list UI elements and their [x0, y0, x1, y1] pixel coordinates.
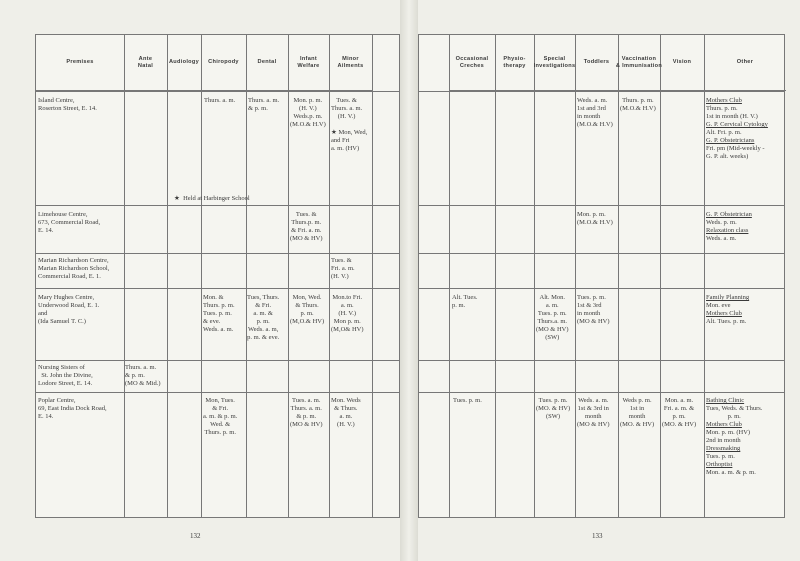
header-dental: Dental	[246, 35, 288, 91]
page-number-right: 133	[592, 532, 603, 540]
poplar-chiropody: Mon, Tues. & Fri. a. m. & p. m. Wed. & Thurs. p. m.	[203, 397, 238, 437]
island-other-6: Fri. pm (Mid-weekly - G. P. alt. weeks)	[706, 145, 765, 161]
limehouse-other-2: Weds. p. m.	[706, 219, 737, 226]
poplar-premises: Poplar Centre, 69, East India Dock Road, E. 14.	[38, 397, 107, 421]
island-dental: Thurs. a. m. & p. m.	[248, 97, 280, 113]
poplar-other-4: Mon. p. m. (HV) 2nd in month	[706, 429, 751, 445]
poplar-other-7: Orthoptist	[706, 461, 733, 468]
poplar-other-2: Tues, Weds. & Thurs. p. m.	[706, 405, 763, 421]
header-audiology: Audiology	[167, 35, 201, 91]
mary-infant-welfare: Mon, Wed. & Thurs. p. m. (M,O.& HV)	[290, 294, 325, 326]
poplar-minor-ailments: Mon. Weds & Thurs. a. m. (H. V.)	[331, 397, 361, 429]
island-minor-star: ★ Mon, Wed, and Fri a. m. (HV)	[331, 129, 368, 153]
island-held-note: ★ Held at Harbinger School	[174, 195, 250, 202]
limehouse-other-3: Relaxation class	[706, 227, 749, 234]
limehouse-other-1: G. P. Obstetrician	[706, 211, 752, 218]
island-toddlers: Weds. a. m. 1st and 3rd in month (M.O.& H.V)	[577, 97, 613, 129]
island-vaccination: Thurs. p. m. (M.O.& H.V)	[620, 97, 656, 113]
island-infant-welfare: Mon. p. m. (H. V.) Weds.p. m. (M.O.& H.V)	[290, 97, 326, 129]
island-other-2: Thurs. p. m. 1st in month (H. V.)	[706, 105, 758, 121]
poplar-vision: Mon. a. m. Fri. a. m. & p. m. (MO. & HV)	[662, 397, 697, 429]
header-minor-ailments: Minor Ailments	[329, 35, 372, 91]
header-infant-welfare: Infant Welfare	[288, 35, 329, 91]
poplar-infant-welfare: Tues. a. m. Thurs. a. m. & p. m. (MO & HV)	[290, 397, 323, 429]
island-other-4: Alt. Fri. p. m.	[706, 129, 742, 136]
limehouse-infant-welfare: Tues. & Thurs.p. m. & Fri. a. m. (MO & HV)	[290, 211, 323, 243]
poplar-other-6: Tues. p. m.	[706, 453, 735, 460]
mary-creches: Alt. Tues. p. m.	[452, 294, 478, 310]
mary-other-3: Mothers Club	[706, 310, 742, 317]
island-other-3: G. P. Cervical Cytology	[706, 121, 768, 128]
left-page-table	[35, 34, 400, 518]
poplar-other-8: Mon. a. m. & p. m.	[706, 469, 756, 476]
mary-premises: Mary Hughes Centre, Underwood Road, E. 1. and (Ida Samuel T. C.)	[38, 294, 100, 326]
mary-other-2: Mon. eve	[706, 302, 731, 309]
limehouse-vaccination: Mon. p. m. (M.O.& H.V)	[577, 211, 613, 227]
header-toddlers: Toddlers	[575, 35, 618, 91]
limehouse-other-4: Weds. a. m.	[706, 235, 737, 242]
mary-minor-ailments: Mon.to Fri. a. m. (H. V.) Mon p. m. (M,O& HV)	[331, 294, 364, 334]
header-other: Other	[704, 35, 786, 91]
header-physiotherapy: Physio- therapy	[495, 35, 534, 91]
poplar-other-5: Dressmaking	[706, 445, 741, 452]
poplar-toddlers: Weds. a. m. 1st & 3rd in month (MO & HV)	[577, 397, 610, 429]
mary-other-1: Family Planning	[706, 294, 750, 301]
mary-special: Alt. Mon. a. m. Tues. p. m. Thurs.a. m. (MO & HV) (SW)	[536, 294, 569, 342]
header-vaccination: Vaccination & Immunisation	[618, 35, 660, 91]
island-other-5: G. P. Obstetricians	[706, 137, 755, 144]
right-page-table	[418, 34, 785, 518]
poplar-special: Tues. p. m. (MO. & HV) (SW)	[536, 397, 571, 421]
page-number-left: 132	[190, 532, 201, 540]
mary-toddlers: Tues. p. m. 1st & 3rd in month (MO & HV)	[577, 294, 610, 326]
book-gutter	[400, 0, 418, 561]
poplar-physio: Tues. p. m.	[453, 397, 482, 404]
poplar-vaccination: Weds p. m. 1st in month (MO. & HV)	[620, 397, 655, 429]
poplar-other-3: Mothers Club	[706, 421, 742, 428]
marian-minor-ailments: Tues. & Fri. a. m. (H. V.)	[331, 257, 355, 281]
limehouse-premises: Limehouse Centre, 673, Commercial Road, E. 14.	[38, 211, 101, 235]
mary-dental: Tues, Thurs. & Fri. a. m. & p. m. Weds. a. m, p. m. & eve.	[247, 294, 280, 342]
mary-other-4: Alt. Tues. p. m.	[706, 318, 747, 325]
island-premises: Island Centre, Roserton Street, E. 14.	[38, 97, 97, 113]
island-other-1: Mothers Club	[706, 97, 742, 104]
mary-chiropody: Mon. & Thurs. p. m. Tues. p. m. & eve. Weds. a. m.	[203, 294, 235, 334]
header-special-investigations: Special Investigations	[534, 35, 575, 91]
header-occasional-creches: Occasional Creches	[449, 35, 495, 91]
island-chiropody: Thurs. a. m.	[204, 97, 236, 104]
island-minor-ailments: Tues. & Thurs. a. m. (H. V.)	[331, 97, 363, 121]
poplar-other-1: Bathing Clinic	[706, 397, 745, 404]
header-vision: Vision	[660, 35, 704, 91]
nursing-premises: Nursing Sisters of St. John the Divine, Lodore Street, E. 14.	[38, 364, 93, 388]
header-premises: Premises	[36, 35, 124, 91]
header-chiropody: Chiropody	[201, 35, 246, 91]
nursing-ante-natal: Thurs. a. m. & p. m. (MO & Mid.)	[125, 364, 161, 388]
header-ante-natal: Ante Natal	[124, 35, 167, 91]
marian-premises: Marian Richardson Centre, Marian Richardson School, Commercial Road, E. 1.	[38, 257, 110, 281]
